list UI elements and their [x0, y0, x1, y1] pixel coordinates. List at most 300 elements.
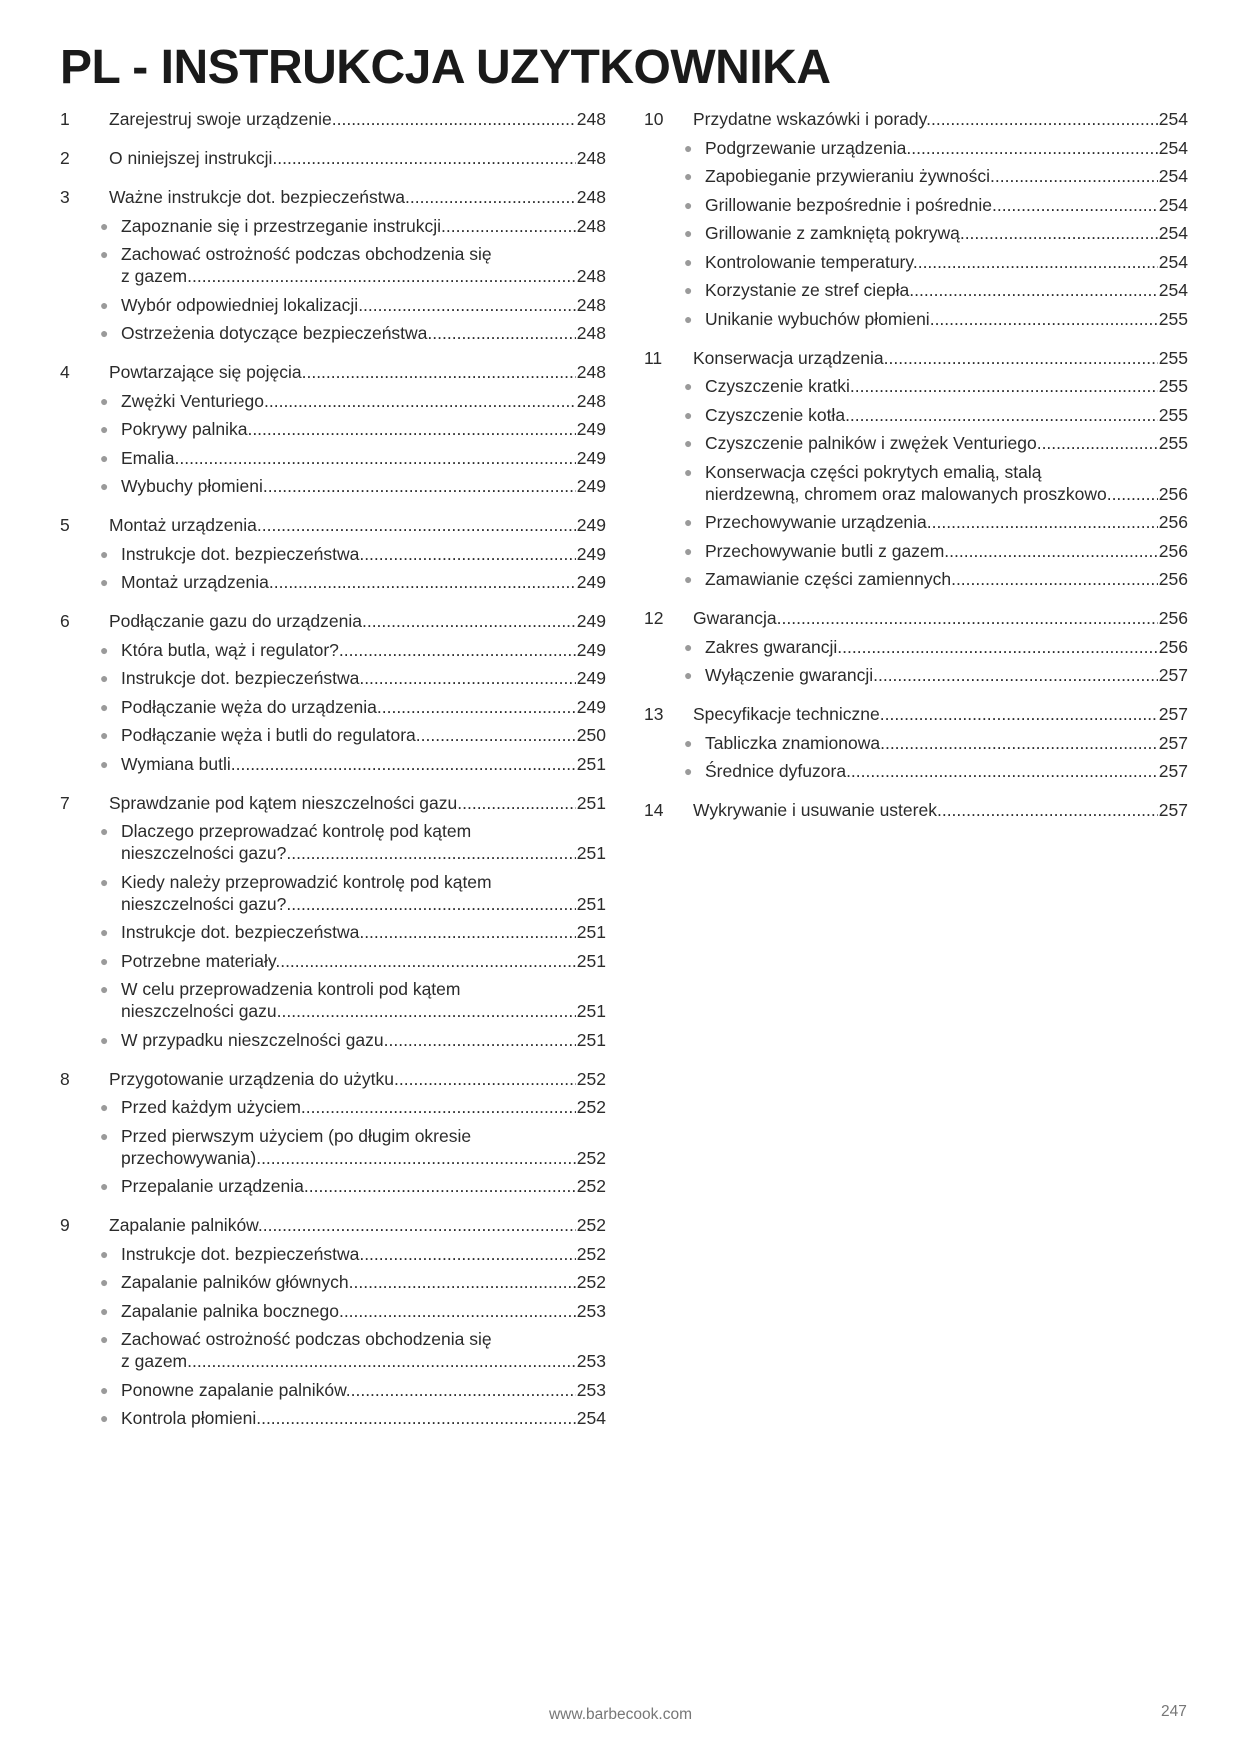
- page-number: 251: [576, 792, 606, 813]
- dot-leader: [1107, 484, 1158, 504]
- toc-subentry[interactable]: [60, 1407, 606, 1429]
- bullet-icon: ●: [100, 873, 109, 890]
- subentry-text: [121, 1328, 606, 1372]
- toc-subentry[interactable]: [644, 461, 1188, 505]
- toc-section: [60, 610, 606, 775]
- dot-leader: [845, 405, 1158, 425]
- dot-leader: [275, 951, 575, 971]
- toc-entry[interactable]: [644, 799, 1188, 821]
- dot-leader: [384, 1030, 576, 1050]
- toc-subentry[interactable]: [60, 475, 606, 497]
- toc-subentry[interactable]: [60, 921, 606, 943]
- toc-subentry[interactable]: [60, 667, 606, 689]
- dot-leader: [264, 391, 576, 411]
- toc-subentry[interactable]: [60, 696, 606, 718]
- toc-section: [60, 186, 606, 344]
- section-number: 3: [60, 187, 70, 207]
- page-number: 253: [576, 1300, 606, 1321]
- subentry-text: [121, 294, 576, 316]
- section-title-text: Sprawdzanie pod kątem nieszczelności gazu: [109, 792, 458, 813]
- subentry-text: [121, 571, 576, 593]
- toc-subentry[interactable]: [60, 1243, 606, 1265]
- page-number: 252: [576, 1272, 606, 1292]
- subentry-text-label: Instrukcje dot. bezpieczeństwa: [121, 1243, 360, 1264]
- section-number: 12: [644, 608, 664, 628]
- toc-subentry[interactable]: [60, 639, 606, 661]
- dot-leader: [884, 348, 1158, 368]
- page-number: 252: [576, 1176, 606, 1196]
- toc-section: [60, 1068, 606, 1198]
- page-number: 254: [1158, 223, 1188, 243]
- bullet-icon: ●: [100, 1274, 109, 1290]
- toc-subentry[interactable]: [644, 404, 1188, 426]
- dot-leader: [951, 569, 1158, 589]
- section-title: [109, 186, 576, 208]
- page-number: 256: [1158, 636, 1188, 657]
- toc-section: [60, 792, 606, 1051]
- toc-subentry[interactable]: [60, 447, 606, 469]
- dot-leader: [362, 611, 576, 631]
- page-number: 254: [1158, 137, 1188, 158]
- page-number: 256: [1158, 608, 1188, 628]
- toc-subentry[interactable]: [644, 636, 1188, 658]
- subentry-text: [705, 308, 1158, 330]
- bullet-icon: ●: [100, 325, 109, 341]
- section-title: [109, 108, 576, 130]
- page-number: 248: [576, 215, 606, 236]
- subentry-text: [705, 636, 1158, 658]
- subentry-text-label: Zakres gwarancji: [705, 636, 838, 657]
- subentry-line2: [705, 483, 1158, 505]
- subentry-text: [705, 461, 1188, 505]
- toc-subentry[interactable]: [60, 215, 606, 237]
- dot-leader: [272, 148, 575, 168]
- subentry-text: [121, 447, 576, 469]
- subentry-text-label: Zamawianie części zamiennych: [705, 569, 952, 589]
- toc-entry[interactable]: [60, 514, 606, 536]
- dot-leader: [286, 894, 575, 914]
- page-number: 249: [576, 419, 606, 439]
- toc-subentry[interactable]: [60, 1096, 606, 1118]
- subentry-text-label: Grillowanie z zamkniętą pokrywą: [705, 223, 960, 243]
- subentry-line2-text: nieszczelności gazu: [121, 1001, 277, 1021]
- section-title-text: Konserwacja urządzenia: [693, 347, 884, 368]
- subentry-text-label: Emalia: [121, 447, 175, 468]
- subentry-text-label: Czyszczenie kratki: [705, 376, 850, 396]
- section-title: [109, 147, 576, 169]
- dot-leader: [837, 637, 1158, 657]
- subentry-text-label: Wybuchy płomieni: [121, 476, 263, 496]
- subentry-text-label: W przypadku nieszczelności gazu: [121, 1029, 384, 1050]
- dot-leader: [906, 138, 1157, 158]
- toc-subentry[interactable]: [60, 294, 606, 316]
- bullet-icon: ●: [684, 463, 693, 480]
- toc-section: [644, 799, 1188, 821]
- dot-leader: [304, 1176, 576, 1196]
- subentry-line1: Zachować ostrożność podczas obchodzenia się: [121, 1329, 492, 1349]
- subentry-line2: [121, 265, 576, 287]
- toc-subentry[interactable]: [644, 165, 1188, 187]
- toc-subentry[interactable]: [60, 543, 606, 565]
- dot-leader: [1037, 433, 1158, 453]
- subentry-text-label: Wymiana butli: [121, 753, 231, 774]
- page-number: 255: [1158, 308, 1188, 329]
- bullet-icon: ●: [684, 378, 693, 394]
- bullet-icon: ●: [100, 698, 109, 715]
- dot-leader: [256, 1148, 576, 1168]
- page-number: 248: [576, 390, 606, 411]
- dot-leader: [286, 843, 575, 863]
- section-number: 14: [644, 800, 664, 820]
- subentry-line2: [121, 893, 576, 915]
- page-number: 251: [576, 922, 606, 942]
- bullet-icon: ●: [100, 727, 109, 743]
- subentry-text: [121, 921, 576, 943]
- toc-subentry[interactable]: [644, 760, 1188, 782]
- subentry-text-label: Tabliczka znamionowa: [705, 732, 881, 753]
- toc-subentry[interactable]: [644, 432, 1188, 454]
- subentry-text-label: Przed każdym użyciem: [121, 1097, 301, 1117]
- subentry-text: [705, 279, 1158, 301]
- toc-subentry[interactable]: [644, 222, 1188, 244]
- toc-subentry[interactable]: [60, 322, 606, 344]
- subentry-text: [121, 1407, 576, 1429]
- page-number: 251: [576, 753, 606, 774]
- dot-leader: [850, 376, 1158, 396]
- toc-subentry[interactable]: [60, 1271, 606, 1293]
- subentry-line2-text: nieszczelności gazu?: [121, 843, 287, 863]
- section-title: [109, 1068, 576, 1090]
- section-title: [693, 347, 1158, 369]
- page-number: 253: [576, 1379, 606, 1400]
- subentry-line1: Przed pierwszym użyciem (po długim okresie: [121, 1125, 472, 1146]
- subentry-text-label: Czyszczenie palników i zwężek Venturiego: [705, 433, 1037, 453]
- page-number: 251: [576, 843, 606, 863]
- subentry-text: [705, 568, 1158, 590]
- bullet-icon: ●: [100, 952, 109, 969]
- section-number: 1: [60, 109, 70, 129]
- section-title-text: Podłączanie gazu do urządzenia: [109, 611, 362, 631]
- dot-leader: [880, 733, 1158, 753]
- toc-subentry[interactable]: [644, 279, 1188, 301]
- dot-leader: [427, 323, 575, 343]
- subentry-text-label: Pokrywy palnika: [121, 419, 248, 439]
- toc-subentry[interactable]: [644, 137, 1188, 159]
- toc-left-column: [60, 108, 606, 1446]
- toc-subentry[interactable]: [644, 308, 1188, 330]
- subentry-text-label: Wybór odpowiedniej lokalizacji: [121, 294, 359, 315]
- page-number: 257: [1158, 732, 1188, 753]
- subentry-text: [121, 1029, 576, 1051]
- dot-leader: [880, 704, 1158, 724]
- subentry-text: [705, 137, 1158, 159]
- page-number: 257: [1158, 665, 1188, 685]
- page-number: 249: [576, 668, 606, 688]
- subentry-text: [121, 639, 576, 661]
- toc-entry[interactable]: [60, 361, 606, 383]
- section-title-text: Wykrywanie i usuwanie usterek: [693, 800, 937, 820]
- subentry-text: [121, 724, 576, 746]
- dot-leader: [944, 541, 1158, 561]
- subentry-text: [121, 871, 606, 915]
- dot-leader: [359, 668, 575, 688]
- page-number: 248: [576, 148, 606, 168]
- subentry-text: [121, 1125, 606, 1169]
- page-number: 256: [1158, 569, 1188, 589]
- subentry-text: [121, 978, 606, 1022]
- subentry-line2-text: z gazem: [121, 266, 188, 286]
- page-number: 249: [576, 476, 606, 496]
- bullet-icon: ●: [100, 1178, 109, 1194]
- bullet-icon: ●: [100, 641, 109, 658]
- bullet-icon: ●: [684, 253, 693, 270]
- subentry-line2-text: nierdzewną, chromem oraz malowanych proszkowo: [705, 483, 1107, 504]
- subentry-text-label: Zwężki Venturiego: [121, 390, 264, 411]
- dot-leader: [990, 166, 1158, 186]
- page-number: 252: [576, 1097, 606, 1117]
- subentry-text: [121, 1096, 576, 1118]
- page-number: 256: [1158, 512, 1188, 532]
- page-number: 257: [1158, 800, 1188, 820]
- section-number: 6: [60, 611, 70, 631]
- subentry-text: [705, 222, 1158, 244]
- bullet-icon: ●: [684, 514, 693, 530]
- toc-subentry[interactable]: [60, 1300, 606, 1322]
- section-title: [109, 1214, 576, 1236]
- toc-subentry[interactable]: [644, 568, 1188, 590]
- toc-entry[interactable]: [60, 108, 606, 130]
- toc-subentry[interactable]: [60, 724, 606, 746]
- page-title: PL - INSTRUKCJA UZYTKOWNIKA: [60, 41, 831, 94]
- subentry-text-label: Podłączanie węża i butli do regulatora: [121, 725, 416, 745]
- subentry-text-label: Zapobieganie przywieraniu żywności: [705, 166, 991, 186]
- bullet-icon: ●: [684, 667, 693, 683]
- subentry-line1: W celu przeprowadzenia kontroli pod kątem: [121, 979, 461, 999]
- toc-subentry[interactable]: [644, 375, 1188, 397]
- subentry-line2-text: z gazem: [121, 1351, 188, 1371]
- toc-section: [60, 147, 606, 169]
- dot-leader: [175, 448, 576, 468]
- dot-leader: [187, 266, 576, 286]
- toc-subentry[interactable]: [60, 820, 606, 864]
- page-number: 249: [576, 639, 606, 660]
- bullet-icon: ●: [100, 823, 109, 839]
- bullet-icon: ●: [100, 1099, 109, 1115]
- dot-leader: [937, 800, 1158, 820]
- bullet-icon: ●: [100, 421, 109, 437]
- dot-leader: [913, 252, 1158, 272]
- dot-leader: [777, 608, 1158, 628]
- bullet-icon: ●: [100, 1245, 109, 1262]
- section-title: [109, 514, 576, 536]
- page-number: 255: [1158, 376, 1188, 396]
- toc-subentry[interactable]: [60, 978, 606, 1022]
- section-number: 9: [60, 1215, 70, 1235]
- subentry-text: [121, 950, 576, 972]
- section-number: 10: [644, 109, 664, 129]
- page-number: 249: [576, 572, 606, 592]
- toc-subentry[interactable]: [60, 243, 606, 287]
- dot-leader: [359, 1244, 575, 1264]
- subentry-text: [705, 664, 1158, 686]
- toc-subentry[interactable]: [60, 1125, 606, 1169]
- bullet-icon: ●: [684, 435, 693, 451]
- page-number: 252: [576, 1147, 606, 1168]
- bullet-icon: ●: [684, 196, 693, 213]
- dot-leader: [231, 754, 576, 774]
- dot-leader: [346, 1380, 576, 1400]
- toc-entry[interactable]: [644, 108, 1188, 130]
- dot-leader: [257, 515, 576, 535]
- dot-leader: [263, 476, 576, 496]
- toc-subentry[interactable]: [644, 664, 1188, 686]
- toc-section: [60, 514, 606, 593]
- page-number: 250: [576, 725, 606, 745]
- toc-subentry[interactable]: [60, 871, 606, 915]
- bullet-icon: ●: [100, 670, 109, 686]
- bullet-icon: ●: [100, 392, 109, 409]
- dot-leader: [332, 109, 576, 129]
- page-number: 248: [576, 362, 606, 382]
- dot-leader: [457, 793, 576, 813]
- footer-url[interactable]: www.barbecook.com: [548, 1706, 692, 1723]
- page-number: 255: [1158, 347, 1188, 368]
- subentry-line2: [121, 1350, 576, 1372]
- subentry-text-label: Korzystanie ze stref ciepła: [705, 280, 910, 300]
- subentry-text: [121, 322, 576, 344]
- toc-entry[interactable]: [60, 1068, 606, 1090]
- subentry-text-label: Podgrzewanie urządzenia: [705, 137, 907, 158]
- dot-leader: [927, 512, 1158, 532]
- section-title: [693, 703, 1158, 725]
- toc-subentry[interactable]: [60, 950, 606, 972]
- subentry-text-label: Instrukcje dot. bezpieczeństwa: [121, 668, 360, 688]
- subentry-text: [121, 215, 576, 237]
- toc-subentry[interactable]: [644, 511, 1188, 533]
- page-number: 257: [1158, 704, 1188, 724]
- subentry-text-label: Zapalanie palników głównych: [121, 1272, 349, 1292]
- page-number: 251: [576, 1029, 606, 1050]
- subentry-line2: [121, 842, 576, 864]
- bullet-icon: ●: [100, 1331, 109, 1347]
- section-number: 8: [60, 1068, 70, 1089]
- toc-entry[interactable]: [60, 610, 606, 632]
- toc-subentry[interactable]: [644, 251, 1188, 273]
- page-number: 251: [576, 1001, 606, 1021]
- toc-subentry[interactable]: [60, 753, 606, 775]
- toc-entry[interactable]: [644, 703, 1188, 725]
- subentry-line2-text: nieszczelności gazu?: [121, 893, 287, 914]
- toc-subentry[interactable]: [60, 1328, 606, 1372]
- dot-leader: [441, 216, 576, 236]
- toc-section: [644, 703, 1188, 782]
- subentry-text: [121, 820, 606, 864]
- subentry-text-label: Przechowywanie butli z gazem: [705, 540, 945, 561]
- bullet-icon: ●: [684, 310, 693, 327]
- section-number: 2: [60, 148, 70, 168]
- bullet-icon: ●: [100, 545, 109, 562]
- toc-entry[interactable]: [60, 792, 606, 814]
- subentry-text: [121, 1379, 576, 1401]
- toc-subentry[interactable]: [60, 1029, 606, 1051]
- subentry-text: [121, 390, 576, 412]
- dot-leader: [416, 725, 576, 745]
- toc-subentry[interactable]: [60, 571, 606, 593]
- toc-subentry[interactable]: [60, 390, 606, 412]
- dot-leader: [359, 922, 575, 942]
- bullet-icon: ●: [100, 924, 109, 940]
- subentry-text-label: Ponowne zapalanie palników: [121, 1379, 346, 1400]
- section-title-text: Powtarzające się pojęcia: [109, 362, 302, 382]
- bullet-icon: ●: [684, 542, 693, 559]
- toc-subentry[interactable]: [644, 194, 1188, 216]
- toc-entry[interactable]: [60, 147, 606, 169]
- toc-entry[interactable]: [644, 607, 1188, 629]
- toc-subentry[interactable]: [644, 540, 1188, 562]
- subentry-text-label: Przepalanie urządzenia: [121, 1176, 304, 1196]
- subentry-text-label: Zapalanie palnika bocznego: [121, 1300, 339, 1321]
- page-number: 253: [576, 1351, 606, 1371]
- page-number: 255: [1158, 404, 1188, 425]
- page-number: 249: [576, 696, 606, 717]
- subentry-text: [121, 696, 576, 718]
- section-title-text: Montaż urządzenia: [109, 515, 257, 535]
- section-title-text: Zarejestruj swoje urządzenie: [109, 109, 332, 129]
- page-number: 249: [576, 515, 606, 535]
- toc-subentry[interactable]: [60, 1379, 606, 1401]
- subentry-text-label: Potrzebne materiały: [121, 950, 276, 971]
- page-number: 255: [1158, 433, 1188, 453]
- bullet-icon: ●: [100, 574, 109, 590]
- bullet-icon: ●: [100, 1127, 109, 1144]
- subentry-text: [121, 753, 576, 775]
- dot-leader: [909, 280, 1158, 300]
- toc-subentry[interactable]: [644, 732, 1188, 754]
- toc-section: [644, 347, 1188, 591]
- toc-section: [60, 108, 606, 130]
- page-number: 252: [576, 1215, 606, 1235]
- toc-right-column: [644, 108, 1188, 838]
- subentry-text: [121, 667, 576, 689]
- bullet-icon: ●: [684, 763, 693, 779]
- toc-section: [644, 108, 1188, 330]
- toc-entry[interactable]: [60, 1214, 606, 1236]
- page-number: 254: [576, 1408, 606, 1428]
- page-number: 257: [1158, 761, 1188, 781]
- dot-leader: [349, 1272, 576, 1292]
- toc-entry[interactable]: [60, 186, 606, 208]
- section-title: [109, 792, 576, 814]
- subentry-text: [121, 1243, 576, 1265]
- bullet-icon: ●: [684, 638, 693, 655]
- toc-subentry[interactable]: [60, 418, 606, 440]
- page-number: 248: [576, 187, 606, 207]
- subentry-line2: [121, 1147, 576, 1169]
- section-title-text: Zapalanie palników: [109, 1215, 258, 1235]
- subentry-text: [705, 375, 1158, 397]
- subentry-text: [705, 732, 1158, 754]
- bullet-icon: ●: [684, 139, 693, 156]
- dot-leader: [377, 697, 576, 717]
- dot-leader: [256, 1408, 576, 1428]
- subentry-text: [121, 475, 576, 497]
- toc-entry[interactable]: [644, 347, 1188, 369]
- toc-subentry[interactable]: [60, 1175, 606, 1197]
- page-number: 249: [576, 543, 606, 564]
- toc-section: [644, 607, 1188, 686]
- subentry-text-label: Która butla, wąż i regulator?: [121, 639, 339, 660]
- subentry-text-label: Unikanie wybuchów płomieni: [705, 308, 930, 329]
